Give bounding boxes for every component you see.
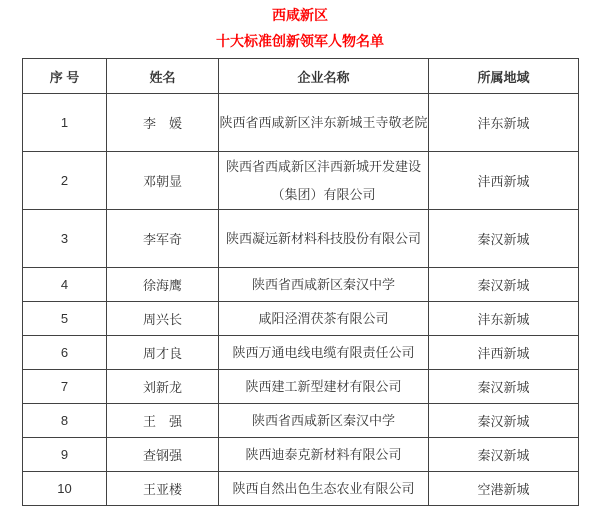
people-table	[22, 58, 579, 506]
cell-no: 9	[23, 438, 107, 472]
header-row	[23, 59, 579, 94]
cell-region: 秦汉新城	[429, 438, 579, 472]
cell-region: 沣东新城	[429, 302, 579, 336]
cell-company: 陕西凝远新材料科技股份有限公司	[219, 210, 429, 268]
cell-company: 陕西建工新型建材有限公司	[219, 370, 429, 404]
cell-region: 秦汉新城	[429, 268, 579, 302]
cell-no: 4	[23, 268, 107, 302]
cell-region: 沣西新城	[429, 152, 579, 210]
cell-name: 刘新龙	[107, 370, 219, 404]
cell-no: 5	[23, 302, 107, 336]
cell-no: 10	[23, 472, 107, 506]
cell-company: 陕西省西咸新区秦汉中学	[219, 404, 429, 438]
col-header-company: 企业名称	[219, 59, 429, 94]
table-row	[23, 94, 579, 152]
table-row	[23, 268, 579, 302]
cell-no: 3	[23, 210, 107, 268]
cell-no: 6	[23, 336, 107, 370]
cell-name: 徐海鹰	[107, 268, 219, 302]
cell-name: 王亚楼	[107, 472, 219, 506]
cell-name: 李军奇	[107, 210, 219, 268]
col-header-region: 所属地域	[429, 59, 579, 94]
table-row	[23, 336, 579, 370]
cell-region: 秦汉新城	[429, 370, 579, 404]
cell-company: 陕西自然出色生态农业有限公司	[219, 472, 429, 506]
cell-company: 陕西省西咸新区沣东新城王寺敬老院	[219, 94, 429, 152]
table-row	[23, 472, 579, 506]
cell-company: 陕西迪泰克新材料有限公司	[219, 438, 429, 472]
table-row	[23, 302, 579, 336]
table-row	[23, 438, 579, 472]
cell-name: 周兴长	[107, 302, 219, 336]
cell-name: 周才良	[107, 336, 219, 370]
table-row	[23, 210, 579, 268]
cell-region: 空港新城	[429, 472, 579, 506]
table-row	[23, 152, 579, 210]
cell-name: 查钢强	[107, 438, 219, 472]
col-header-name: 姓名	[107, 59, 219, 94]
cell-company: 陕西万通电线电缆有限责任公司	[219, 336, 429, 370]
cell-no: 2	[23, 152, 107, 210]
cell-region: 沣西新城	[429, 336, 579, 370]
cell-name: 邓朝显	[107, 152, 219, 210]
doc-title-line2: 十大标准创新领军人物名单	[216, 33, 384, 49]
cell-no: 1	[23, 94, 107, 152]
table-row	[23, 404, 579, 438]
doc-title-line1: 西咸新区	[272, 7, 328, 23]
cell-name: 李 媛	[107, 94, 219, 152]
cell-company: 咸阳泾渭茯茶有限公司	[219, 302, 429, 336]
cell-company: 陕西省西咸新区秦汉中学	[219, 268, 429, 302]
cell-region: 秦汉新城	[429, 404, 579, 438]
cell-no: 8	[23, 404, 107, 438]
cell-company: 陕西省西咸新区沣西新城开发建设（集团）有限公司	[219, 152, 429, 210]
cell-region: 秦汉新城	[429, 210, 579, 268]
table-row	[23, 370, 579, 404]
cell-region: 沣东新城	[429, 94, 579, 152]
cell-name: 王 强	[107, 404, 219, 438]
col-header-no: 序 号	[23, 59, 107, 94]
cell-no: 7	[23, 370, 107, 404]
